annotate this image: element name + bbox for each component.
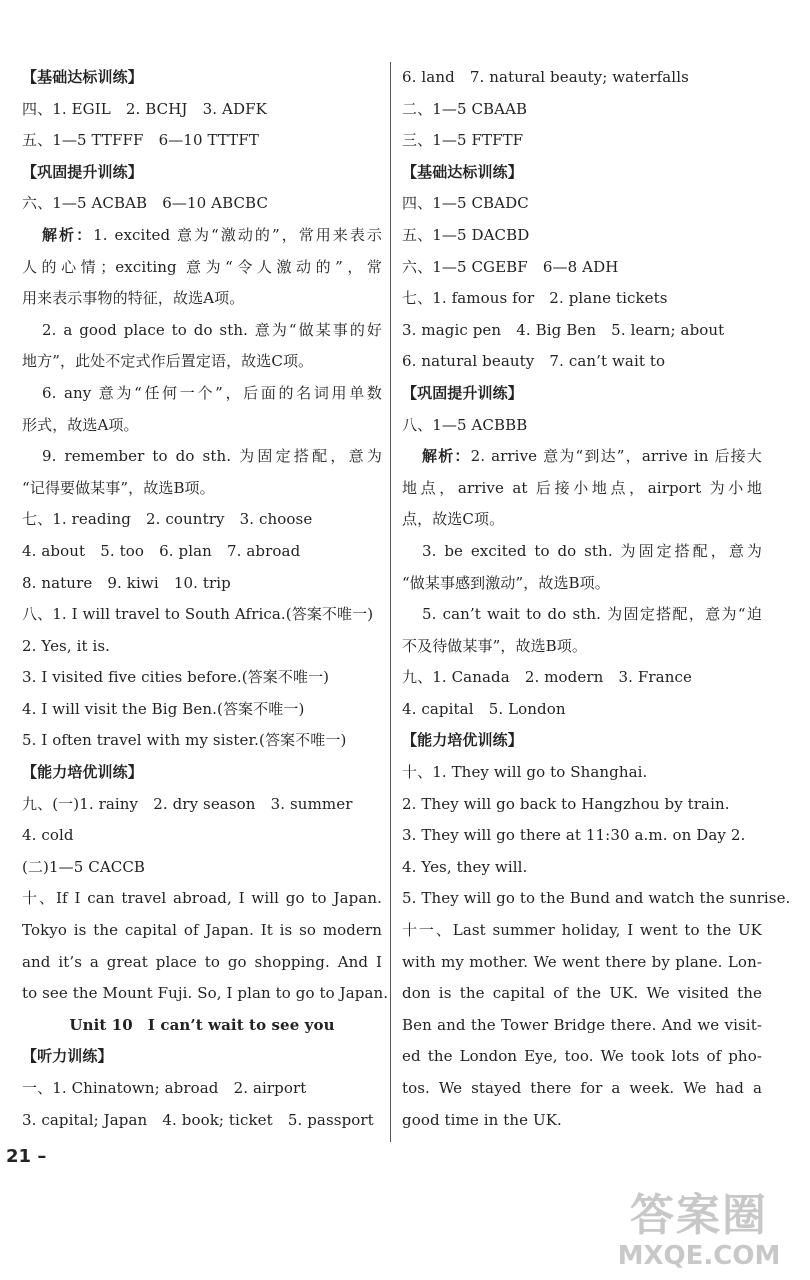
line-text: 九、1. Canada 2. modern 3. France [402,668,692,687]
answer-line [22,346,382,378]
answer-line [402,631,762,663]
answer-line [22,789,382,821]
line-text: 6. natural beauty 7. can’t wait to [402,352,666,371]
answer-line [22,978,389,1010]
section-heading [22,757,382,789]
answer-line [402,62,762,94]
line-text: 4. I will visit the Big Ben.(答案不唯一) [22,699,305,718]
answer-line [22,725,382,757]
line-text: 三、1—5 FTFTF [402,131,524,150]
line-text: 不及待做某事”，故选B项。 [402,636,587,655]
line-text: 七、1. reading 2. country 3. choose [22,510,313,529]
line-text: 七、1. famous for 2. plane tickets [402,289,668,308]
answer-line [402,410,762,442]
answer-line [22,820,382,852]
answer-line [402,94,762,126]
section-heading [22,1041,382,1073]
line-text: 地方”，此处不定式作后置定语，故选C项。 [22,352,314,371]
answer-line [22,536,382,568]
answer-line [402,694,762,726]
line-text: Ben and the Tower Bridge there. And we visit- [402,1015,762,1034]
line-text: 【巩固提升训练】 [22,162,143,181]
line-text: 2. They will go back to Hangzhou by train. [402,794,730,813]
answer-line [402,757,762,789]
line-text: 八、1. I will travel to South Africa.(答案不唯一) [22,605,374,624]
page-number: 21 – [6,1146,47,1167]
answer-line [402,252,762,284]
line-text: 八、1—5 ACBBB [402,415,528,434]
answer-line [22,694,382,726]
watermark [604,1190,794,1270]
answer-line [402,568,762,600]
line-text: 【能力培优训练】 [22,763,143,782]
answer-line [22,410,382,442]
line-text: Tokyo is the capital of Japan. It is so modern [22,921,382,940]
line-text: 二、1—5 CBAAB [402,99,528,118]
answer-line [22,504,382,536]
line-text: 【巩固提升训练】 [402,383,523,402]
line-text: (二)1—5 CACCB [22,857,146,876]
answer-line [402,473,762,505]
column-divider [390,62,391,1142]
line-text: 3. capital; Japan 4. book; ticket 5. passport [22,1110,374,1129]
line-text: 5. I often travel with my sister.(答案不唯一) [22,731,347,750]
line-text: 【能力培优训练】 [402,731,523,750]
answer-line [22,883,382,915]
line-text: 十、1. They will go to Shanghai. [402,763,648,782]
line-text: tos. We stayed there for a week. We had a [402,1079,762,1097]
explanation-line [402,441,762,473]
answer-line [402,1105,762,1137]
unit-title [22,1010,382,1042]
line-text: 形式，故选A项。 [22,415,139,434]
line-text: ed the London Eye, too. We took lots of pho- [402,1047,762,1066]
line-text: 六、1—5 ACBAB 6—10 ABCBC [22,194,269,213]
line-text: 点，故选C项。 [402,510,505,529]
explanation-line [402,536,762,568]
answer-line [22,852,382,884]
answer-line [402,1041,762,1073]
line-text: 四、1. EGIL 2. BCHJ 3. ADFK [22,99,267,118]
answer-line [22,473,382,505]
line-text: good time in the UK. [402,1110,562,1129]
answer-line [22,283,382,315]
line-text: 2. arrive 意为“到达”，arrive in 后接大 [470,447,762,466]
answer-line [22,252,382,284]
line-text: with my mother. We went there by plane. Lon- [402,952,762,971]
watermark-brand: 答案圈 [630,1190,768,1241]
line-text: 十、If I can travel abroad, I will go to Japan. [22,889,382,908]
answer-line [22,188,382,220]
line-text: 地点，arrive at 后接小地点，airport 为小地 [402,478,762,497]
explanation-line [22,378,382,410]
line-text: 九、(一)1. rainy 2. dry season 3. summer [22,794,353,813]
answer-line [22,94,382,126]
answer-line [402,789,762,821]
answer-line [402,947,762,979]
line-text: 【基础达标训练】 [22,68,143,86]
explanation-line [22,220,382,252]
watermark-url: MXQE.COM [617,1241,781,1271]
answer-line [22,631,382,663]
left-column [22,62,389,1136]
answer-line [22,662,382,694]
answer-line [22,125,382,157]
line-text: Unit 10 I can’t wait to see you [69,1015,335,1034]
line-text: 五、1—5 TTFFF 6—10 TTTFT [22,131,259,150]
line-text: 2. a good place to do sth. 意为“做某事的好 [42,320,382,339]
section-heading [22,157,382,189]
right-column [402,62,791,1136]
answer-line [22,1105,382,1137]
line-text: don is the capital of the UK. We visited the [402,984,762,1003]
line-text: 8. nature 9. kiwi 10. trip [22,573,231,592]
explanation-line [402,599,762,631]
section-heading [402,157,762,189]
line-text: 6. land 7. natural beauty; waterfalls [402,68,689,86]
line-text: 5. They will go to the Bund and watch the sunrise. [402,889,791,908]
answer-line [22,947,382,979]
line-text: 4. cold [22,826,74,845]
line-text: 【听力训练】 [22,1047,113,1066]
answer-line [402,1010,762,1042]
line-text: 六、1—5 CGEBF 6—8 ADH [402,257,619,276]
answer-line [402,820,762,852]
line-text: 3. be excited to do sth. 为固定搭配，意为 [422,541,762,560]
answer-line [402,662,762,694]
answer-line [402,504,762,536]
line-text: 四、1—5 CBADC [402,194,529,213]
line-text: 4. about 5. too 6. plan 7. abroad [22,541,301,560]
answer-line [402,1073,762,1105]
answer-line [402,852,762,884]
line-text: 一、1. Chinatown; abroad 2. airport [22,1079,307,1097]
line-text: 人的心情；exciting 意为“令人激动的”，常 [22,257,382,276]
line-text: 4. capital 5. London [402,699,566,718]
line-text: 3. magic pen 4. Big Ben 5. learn; about [402,320,725,339]
line-text: 五、1—5 DACBD [402,225,530,244]
answer-line [402,978,762,1010]
answer-line [22,1073,382,1105]
line-text: 3. I visited five cities before.(答案不唯一) [22,668,330,687]
answer-line [402,283,762,315]
answer-line [402,315,762,347]
section-heading [22,62,382,94]
line-text: 6. any 意为“任何一个”，后面的名词用单数 [42,383,382,402]
answer-line [402,915,762,947]
section-heading [402,378,762,410]
answer-line [402,883,791,915]
answer-line [402,220,762,252]
line-text: 3. They will go there at 11:30 a.m. on Day 2. [402,826,746,845]
line-text: “做某事感到激动”，故选B项。 [402,573,610,592]
explanation-line [22,441,382,473]
line-text: 用来表示事物的特征，故选A项。 [22,289,245,308]
line-text: 十一、Last summer holiday, I went to the UK [402,921,762,940]
section-heading [402,725,762,757]
line-text: 5. can’t wait to do sth. 为固定搭配，意为“迫 [422,605,762,624]
answer-line [402,346,762,378]
answer-line [402,125,762,157]
answer-line [22,599,382,631]
line-text: 1. excited 意为“激动的”，常用来表示 [93,225,382,244]
explanation-line [22,315,382,347]
explanation-label: 解析： [42,225,94,244]
line-text: to see the Mount Fuji. So, I plan to go to Japan. [22,984,389,1003]
line-text: 2. Yes, it is. [22,636,111,655]
answer-line [22,568,382,600]
line-text: 9. remember to do sth. 为固定搭配，意为 [42,447,382,466]
line-text: and it’s a great place to go shopping. And I [22,952,382,971]
answer-line [22,915,382,947]
line-text: “记得要做某事”，故选B项。 [22,478,215,497]
line-text: 【基础达标训练】 [402,162,523,181]
line-text: 4. Yes, they will. [402,857,528,876]
explanation-label: 解析： [422,447,471,466]
answer-line [402,188,762,220]
